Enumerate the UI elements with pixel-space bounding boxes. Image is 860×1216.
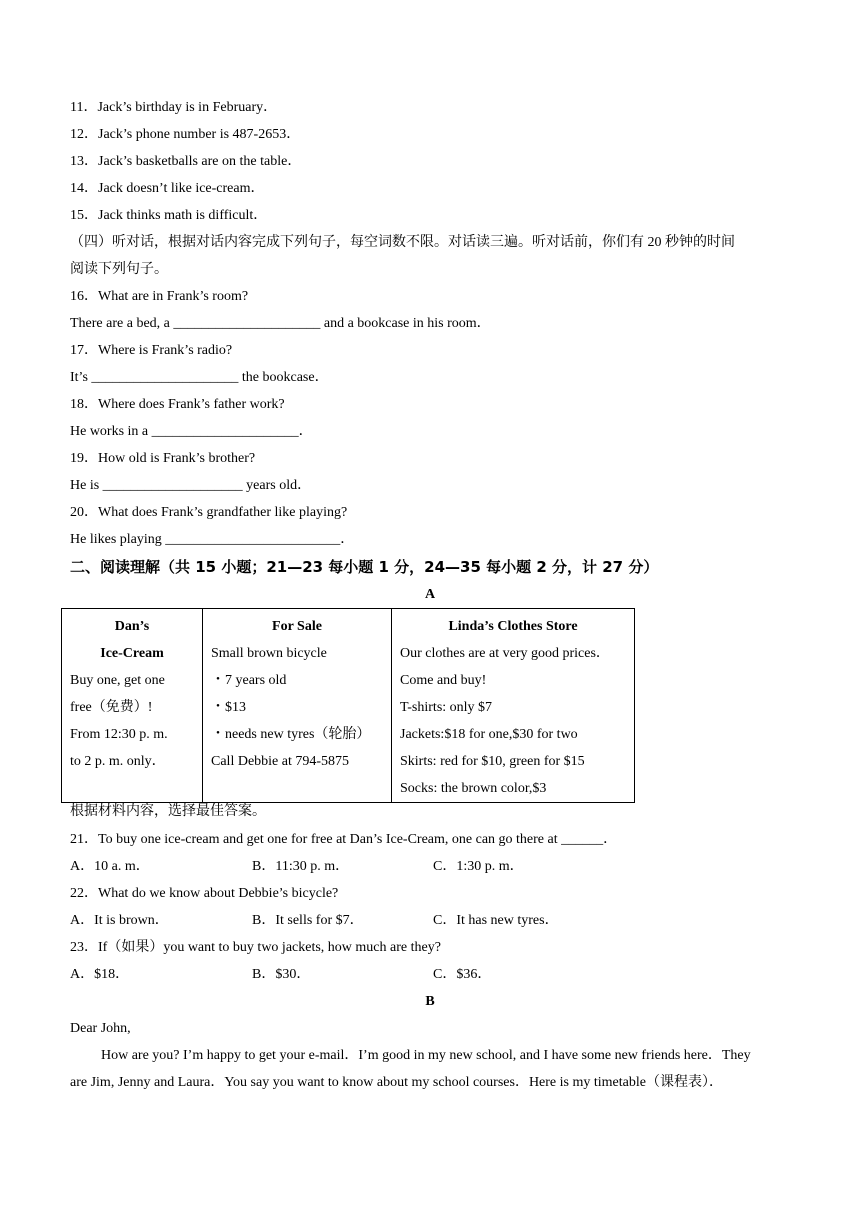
- ad-line: Come and buy!: [400, 673, 487, 688]
- item-11: 11．Jack’s birthday is in February．: [70, 100, 278, 115]
- ad-line: From 12:30 p. m.: [70, 727, 168, 742]
- answer-line-17: It’s _____________________ the bookcase．: [70, 370, 329, 385]
- ad-heading: Dan’s: [114, 619, 150, 634]
- question-16: 16．What are in Frank’s room?: [70, 289, 249, 304]
- item-14: 14．Jack doesn’t like ice-cream．: [70, 181, 265, 196]
- option-23-c[interactable]: C．$36．: [433, 967, 492, 982]
- ad-line: Our clothes are at very good prices．: [400, 646, 610, 661]
- section-title: 二、阅读理解（共 15 小题；21—23 每小题 1 分，24—35 每小题 2 分，计 27 分）: [70, 558, 659, 576]
- question-23: 23．If（如果）you want to buy two jackets, how much are they?: [70, 940, 441, 955]
- question-19: 19．How old is Frank’s brother?: [70, 451, 256, 466]
- passage-a-label: A: [424, 587, 436, 602]
- passage-a-instruction: 根据材料内容，选择最佳答案。: [70, 804, 266, 819]
- question-22: 22．What do we know about Debbie’s bicycle?: [70, 886, 339, 901]
- option-21-a[interactable]: A．10 a. m．: [70, 859, 150, 874]
- ad-lindas-clothes-store: [392, 609, 635, 803]
- answer-line-20: He likes playing _________________________．: [70, 532, 355, 547]
- ad-line: Buy one, get one: [70, 673, 165, 688]
- option-22-b[interactable]: B．It sells for $7．: [252, 913, 364, 928]
- answer-line-16: There are a bed, a _____________________ and a bookcase in his room．: [70, 316, 491, 331]
- question-18: 18．Where does Frank’s father work?: [70, 397, 285, 412]
- ad-heading: Ice-Cream: [100, 646, 164, 661]
- answer-line-19: He is ____________________ years old．: [70, 478, 312, 493]
- item-12: 12．Jack’s phone number is 487-2653．: [70, 127, 301, 142]
- option-23-a[interactable]: A．$18．: [70, 967, 130, 982]
- option-23-b[interactable]: B．$30．: [252, 967, 311, 982]
- ads-table: [61, 608, 635, 803]
- ad-line: free（免费）!: [70, 700, 153, 715]
- ad-dans-ice-cream: [62, 609, 203, 803]
- question-21: 21．To buy one ice-cream and get one for free at Dan’s Ice-Cream, one can go there at ______．: [70, 832, 618, 847]
- ad-heading: For Sale: [272, 619, 322, 634]
- ad-line: ・7 years old: [211, 673, 287, 688]
- letter-greeting: Dear John,: [70, 1021, 131, 1036]
- ad-line: T-shirts: only $7: [400, 700, 493, 715]
- option-22-a[interactable]: A．It is brown．: [70, 913, 169, 928]
- item-13: 13．Jack’s basketballs are on the table．: [70, 154, 302, 169]
- ad-line: ・needs new tyres（轮胎）: [211, 727, 371, 742]
- ad-for-sale: [203, 609, 392, 803]
- letter-paragraph-line2: are Jim, Jenny and Laura．You say you want to know about my school courses．Here is my timetable（课程表）．: [70, 1075, 723, 1090]
- part4-instruction-line1: （四）听对话，根据对话内容完成下列句子，每空词数不限。对话读三遍。听对话前，你们有 20 秒钟的时间: [70, 235, 735, 250]
- option-21-b[interactable]: B．11:30 p. m．: [252, 859, 350, 874]
- option-22-c[interactable]: C．It has new tyres．: [433, 913, 559, 928]
- question-20: 20．What does Frank’s grandfather like playing?: [70, 505, 348, 520]
- option-21-c[interactable]: C．1:30 p. m．: [433, 859, 524, 874]
- letter-paragraph-line1: How are you? I’m happy to get your e-mail．I’m good in my new school, and I have some new friends here．They: [101, 1048, 751, 1063]
- ad-line: Jackets:$18 for one,$30 for two: [400, 727, 578, 742]
- ad-line: Small brown bicycle: [211, 646, 327, 661]
- ad-line: Socks: the brown color,$3: [400, 781, 547, 796]
- ad-line: ・$13: [211, 700, 246, 715]
- ad-line: to 2 p. m. only．: [70, 754, 166, 769]
- part4-instruction-line2: 阅读下列句子。: [70, 262, 168, 277]
- ad-line: Skirts: red for $10, green for $15: [400, 754, 585, 769]
- ad-line: Call Debbie at 794-5875: [211, 754, 350, 769]
- question-17: 17．Where is Frank’s radio?: [70, 343, 233, 358]
- answer-line-18: He works in a _____________________．: [70, 424, 313, 439]
- ad-heading: Linda’s Clothes Store: [448, 619, 578, 634]
- passage-b-label: B: [425, 994, 435, 1009]
- item-15: 15．Jack thinks math is difficult．: [70, 208, 268, 223]
